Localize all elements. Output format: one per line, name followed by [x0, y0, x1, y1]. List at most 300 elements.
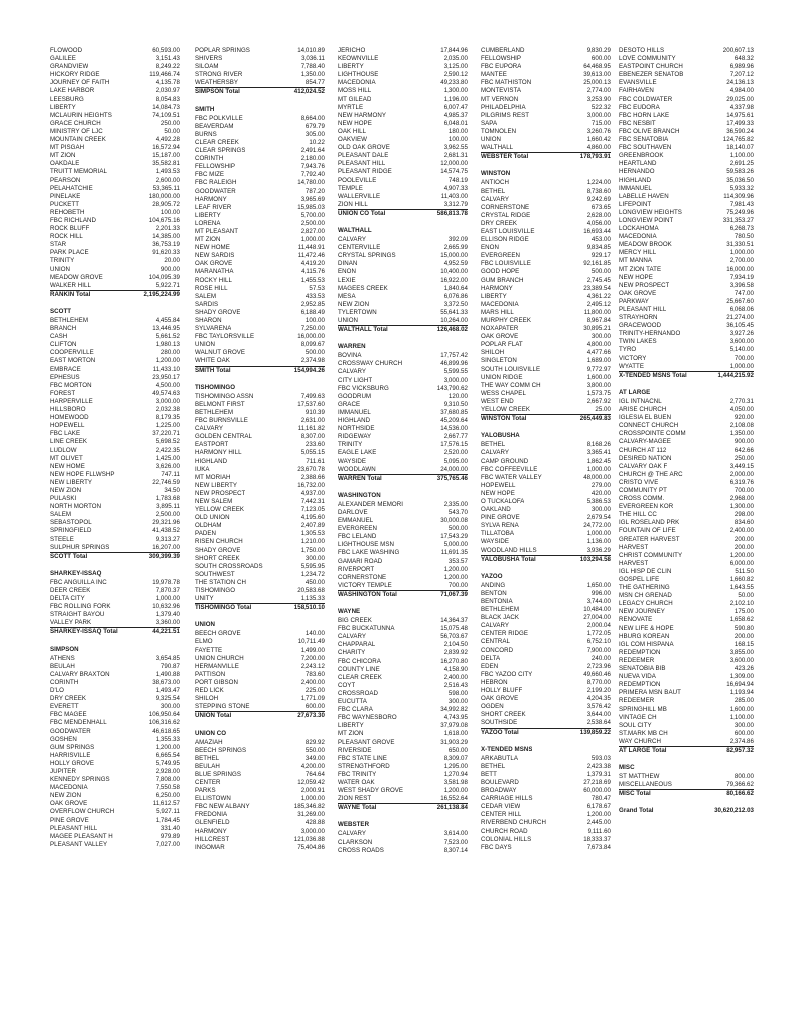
church-name: YELLOW CREEK — [195, 506, 245, 514]
gift-amount: 2,201.33 — [155, 225, 180, 233]
association-total-row — [195, 712, 325, 720]
church-name: PILGRIMS REST — [481, 111, 530, 119]
gift-amount: 2,388.66 — [300, 473, 325, 481]
gift-amount: 2,335.00 — [443, 500, 468, 508]
church-row — [195, 409, 325, 417]
gift-amount: 1,493.47 — [155, 687, 180, 695]
gift-amount: 1,650.00 — [586, 581, 611, 589]
church-name: EMBRACE — [50, 365, 81, 373]
gift-amount: 679.79 — [305, 122, 325, 130]
church-name: THE HILL CC — [619, 511, 657, 519]
church-row — [338, 633, 468, 641]
gift-amount: 23,670.78 — [297, 465, 325, 473]
gift-amount: 143,790.62 — [436, 384, 468, 392]
church-row — [481, 317, 611, 325]
church-row — [50, 341, 180, 349]
church-name: BIG CREEK — [338, 617, 372, 625]
gift-amount: 790.87 — [160, 662, 180, 670]
gift-amount: 300.00 — [734, 721, 754, 729]
spacer — [481, 161, 611, 169]
church-row — [481, 779, 611, 787]
gift-amount: 2,667.92 — [586, 397, 611, 405]
church-name: COUNTY LINE — [338, 665, 380, 673]
church-name: RIVERPORT — [338, 565, 375, 573]
church-name: MOSS HILL — [338, 87, 372, 95]
church-row — [50, 595, 180, 603]
church-row — [338, 525, 468, 533]
church-name: FBC LAKE WASHING — [338, 549, 400, 557]
gift-amount: 5,661.52 — [155, 333, 180, 341]
church-row — [195, 123, 325, 131]
church-row — [338, 368, 468, 376]
church-name: ELLISTOWN — [195, 795, 231, 803]
total-amount: 1,444,215.92 — [717, 371, 754, 379]
church-name: MINISTRY OF LJC — [50, 127, 103, 135]
church-name: NEW SALEM — [195, 497, 233, 505]
church-name: VICTORY TEMPLE — [338, 581, 392, 589]
church-name: RENOVATE — [619, 616, 653, 624]
church-row — [481, 120, 611, 128]
church-row — [619, 722, 754, 730]
church-row — [481, 341, 611, 349]
church-row — [50, 112, 180, 120]
gift-amount: 14,364.37 — [440, 617, 468, 625]
church-name: CHURCH AT 112 — [619, 446, 667, 454]
gift-amount: 2,665.99 — [443, 244, 468, 252]
spacer — [195, 375, 325, 383]
gift-amount: 4,492.28 — [155, 136, 180, 144]
church-row — [338, 268, 468, 276]
church-row — [50, 168, 180, 176]
spacer — [619, 798, 754, 806]
church-name: FBC BUCKATUNNA — [338, 625, 395, 633]
church-row — [481, 466, 611, 474]
total-amount: 82,957.32 — [726, 746, 754, 754]
church-row — [50, 47, 180, 55]
church-name: FBC HORN LAKE — [619, 111, 670, 119]
report-column-5 — [619, 47, 754, 815]
church-row — [195, 417, 325, 425]
gift-amount: 30,895.21 — [583, 325, 611, 333]
church-row — [50, 760, 180, 768]
church-row — [50, 390, 180, 398]
church-name: HARMONY — [481, 284, 513, 292]
gift-amount: 1,490.88 — [155, 670, 180, 678]
church-name: WOODLAWN — [338, 465, 376, 473]
gift-amount: 50.00 — [164, 127, 180, 135]
gift-amount: 8,770.00 — [586, 678, 611, 686]
gift-amount: 6,188.49 — [300, 308, 325, 316]
church-row — [195, 220, 325, 228]
church-row — [481, 96, 611, 104]
church-name: THE STATION CH — [195, 578, 246, 586]
church-row — [195, 779, 325, 787]
gift-amount: 1,210.00 — [300, 538, 325, 546]
church-name: TILLATOBA — [481, 530, 514, 538]
church-name: COYT — [338, 681, 356, 689]
church-name: FBC OLIVE BRANCH — [619, 127, 680, 135]
gift-amount: 4,984.00 — [729, 87, 754, 95]
church-row — [481, 374, 611, 382]
church-name: OAKLAND — [481, 506, 511, 514]
church-row — [481, 212, 611, 220]
gift-amount: 10,264.00 — [440, 317, 468, 324]
church-row — [195, 204, 325, 212]
church-name: CHURCH @ THE ARC — [619, 470, 683, 478]
church-name: CALVARY BRAXTON — [50, 670, 110, 678]
gift-amount: 18,140.07 — [726, 144, 754, 152]
church-row — [338, 168, 468, 176]
church-row — [481, 811, 611, 819]
gift-amount: 14,780.00 — [297, 179, 325, 187]
gift-amount: 300.00 — [160, 703, 180, 711]
gift-amount: 9,834.85 — [586, 244, 611, 252]
gift-amount: 500.00 — [448, 525, 468, 533]
church-name: MACEDONIA — [619, 233, 657, 241]
gift-amount: 298.00 — [734, 511, 754, 519]
gift-amount: 1,200.00 — [443, 573, 468, 581]
gift-amount: 2,180.00 — [300, 155, 325, 163]
church-name: SHORT CREEK — [195, 554, 240, 562]
church-name: OGDEN — [481, 703, 504, 711]
church-name: DRY CREEK — [50, 695, 87, 703]
gift-amount: 4,115.76 — [301, 268, 325, 276]
church-row — [619, 455, 754, 463]
gift-amount: 747.11 — [161, 470, 180, 478]
church-row — [619, 430, 754, 438]
gift-amount: 2,374.86 — [729, 737, 754, 745]
gift-amount: 168.15 — [734, 640, 754, 648]
church-name: UNION — [481, 136, 502, 144]
gift-amount: 12,000.00 — [440, 160, 468, 168]
church-row — [195, 506, 325, 514]
church-name: OAKDALE — [50, 160, 80, 168]
church-row — [338, 144, 468, 152]
gift-amount: 8,054.83 — [155, 95, 180, 103]
gift-amount: 1,196.00 — [443, 95, 468, 103]
gift-amount: 2,839.92 — [443, 649, 468, 657]
church-name: VALLEY PARK — [50, 619, 92, 627]
church-name: PLEASANT HILL — [619, 306, 667, 313]
gift-amount: 23,389.54 — [583, 284, 611, 292]
gift-amount: 1,193.94 — [729, 689, 754, 697]
church-name: ZION REST — [338, 795, 372, 803]
gift-amount: 1,618.00 — [443, 730, 468, 738]
gift-amount: 7,788.40 — [300, 63, 325, 71]
gift-amount: 1,355.33 — [155, 735, 180, 743]
gift-amount: 11,472.46 — [297, 252, 325, 260]
church-name: LONGVIEW HEIGHTS — [619, 208, 682, 216]
church-name: DELTA — [481, 654, 501, 662]
church-name: CROSSROAD — [338, 689, 379, 697]
association-name: WARREN — [338, 343, 366, 351]
church-name: HOMEWOOD — [50, 414, 89, 422]
church-row — [481, 204, 611, 212]
gift-amount: 1,300.00 — [443, 87, 468, 95]
gift-amount: 543.70 — [448, 508, 468, 516]
gift-amount: 16,693.44 — [583, 227, 611, 235]
church-row — [195, 131, 325, 139]
gift-amount: 2,000.04 — [586, 622, 611, 630]
church-row — [195, 679, 325, 687]
gift-amount: 2,628.00 — [586, 211, 611, 219]
church-row — [619, 738, 754, 747]
church-row — [50, 128, 180, 136]
gift-amount: 1,100.00 — [729, 713, 754, 721]
church-name: WHITE OAK — [195, 357, 230, 365]
church-row — [338, 509, 468, 517]
church-name: MEADOW BROOK — [619, 241, 672, 249]
gift-amount: 428.88 — [305, 819, 325, 827]
gift-amount: 59,583.26 — [726, 168, 754, 176]
church-row — [338, 136, 468, 144]
church-name: LIGHTHOUSE MSN — [338, 541, 394, 549]
association-name: MISC — [619, 764, 635, 772]
church-name: FAIRHAVEN — [619, 87, 654, 95]
church-name: LEESBURG — [50, 95, 84, 103]
association-total-row — [195, 88, 325, 96]
church-row — [619, 152, 754, 160]
gift-amount: 2,199.20 — [586, 687, 611, 695]
church-row — [481, 763, 611, 771]
association-header — [195, 105, 325, 115]
gift-amount: 75,249.96 — [726, 208, 754, 216]
gift-amount: 1,200.00 — [155, 743, 180, 751]
gift-amount: 49,233.80 — [440, 79, 468, 87]
church-name: SALEM — [195, 292, 217, 300]
church-row — [50, 695, 180, 703]
gift-amount: 1,783.68 — [155, 495, 180, 503]
church-name: WEST SHADY GROVE — [338, 787, 404, 795]
church-row — [338, 352, 468, 360]
church-row — [195, 771, 325, 779]
church-name: VICTORY — [619, 354, 647, 362]
church-row — [338, 666, 468, 674]
church-row — [195, 474, 325, 482]
church-name: EVERGREEN — [338, 525, 378, 533]
church-row — [50, 768, 180, 776]
church-name: PRIMERA MSN BAUT — [619, 689, 681, 697]
gift-amount: 11,161.82 — [297, 425, 325, 433]
church-name: FBC CLARA — [338, 706, 373, 714]
church-name: THE WAY COMM CH — [481, 381, 541, 389]
gift-amount: 3,125.00 — [443, 63, 468, 71]
church-name: PLEASANT HILL — [338, 160, 386, 168]
church-row — [481, 196, 611, 204]
church-name: MT ZION — [338, 730, 364, 738]
church-row — [619, 536, 754, 544]
church-row — [481, 112, 611, 120]
church-name: LEAF RIVER — [195, 203, 232, 211]
church-row — [195, 47, 325, 55]
gift-amount: 1,455.53 — [300, 276, 325, 284]
gift-amount: 14,975.61 — [726, 111, 754, 119]
gift-amount: 4,195.60 — [300, 514, 325, 522]
church-name: HIGHLAND — [619, 176, 652, 184]
gift-amount: 783.60 — [305, 670, 325, 678]
church-row — [619, 257, 754, 265]
gift-amount: 1,234.72 — [300, 570, 325, 578]
church-row — [50, 479, 180, 487]
church-name: CONCORD — [481, 646, 514, 654]
gift-amount: 25,667.60 — [726, 297, 754, 305]
gift-amount: 31,330.51 — [726, 241, 754, 249]
church-name: PINE GROVE — [50, 816, 89, 824]
church-name: UNION — [195, 341, 216, 349]
church-row — [195, 55, 325, 63]
gift-amount: 7,442.31 — [300, 497, 325, 505]
church-row — [481, 349, 611, 357]
church-name: JUPITER — [50, 767, 76, 775]
association-name: SIMPSON — [50, 645, 79, 653]
total-label: SIMPSON Total — [195, 88, 240, 96]
gift-amount: 1,689.00 — [586, 357, 611, 365]
gift-amount: 2,422.35 — [155, 446, 180, 454]
church-row — [481, 188, 611, 196]
gift-amount: 9,111.60 — [587, 827, 611, 835]
church-name: ENON — [338, 268, 356, 276]
gift-amount: 1,295.00 — [443, 762, 468, 770]
gift-amount: 9,830.29 — [586, 47, 611, 54]
church-name: GALILEE — [50, 55, 76, 63]
gift-amount: 3,000.00 — [300, 827, 325, 835]
church-name: PINE GROVE — [481, 514, 520, 522]
church-row — [619, 217, 754, 225]
association-name: YALOBUSHA — [481, 432, 520, 440]
church-row — [338, 617, 468, 625]
church-name: LIFEPOINT — [619, 200, 652, 208]
gift-amount: 24,000.00 — [440, 465, 468, 473]
church-name: OAK HILL — [338, 127, 367, 135]
church-row — [195, 115, 325, 123]
gift-amount: 35,036.50 — [726, 176, 754, 184]
gift-amount: 1,000.00 — [586, 530, 611, 538]
gift-amount: 2,928.00 — [155, 767, 180, 775]
association-total-row — [619, 372, 754, 380]
gift-amount: 200.00 — [734, 543, 754, 551]
gift-amount: 17,543.29 — [440, 533, 468, 541]
gift-amount: 392.09 — [448, 236, 468, 244]
gift-amount: 53,365.11 — [152, 184, 180, 192]
total-amount: 2,195,224.99 — [143, 290, 180, 298]
association-total-row — [619, 807, 754, 815]
church-name: TYRO — [619, 346, 637, 354]
church-row — [338, 47, 468, 55]
church-row — [50, 495, 180, 503]
church-row — [195, 341, 325, 349]
church-name: CLEAR CREEK — [195, 138, 239, 146]
church-row — [481, 228, 611, 236]
church-row — [619, 128, 754, 136]
church-row — [481, 277, 611, 285]
church-name: TISHOMINGO ASSN — [195, 392, 254, 400]
church-name: EMMANUEL — [338, 517, 374, 525]
church-name: FBC WAYNESBORO — [338, 714, 397, 722]
church-name: TISHOMINGO — [195, 587, 236, 594]
association-total-row — [195, 367, 325, 375]
gift-amount: 4,985.37 — [443, 111, 468, 119]
church-name: CENTRAL — [481, 638, 511, 646]
church-name: CHRIST COMMUNITY — [619, 551, 683, 559]
church-name: OLDHAM — [195, 522, 222, 530]
gift-amount: 3,000.00 — [443, 376, 468, 384]
total-amount: 154,994.26 — [293, 366, 325, 374]
church-name: ROCK BLUFF — [50, 225, 90, 233]
gift-amount: 700.00 — [734, 486, 754, 494]
church-row — [338, 582, 468, 591]
church-name: HARMONY — [195, 195, 227, 203]
gift-amount: 3,396.58 — [729, 281, 754, 289]
church-name: PORT GIBSON — [195, 678, 238, 686]
church-name: MARS HILL — [481, 308, 514, 316]
church-name: ST.MARK MB CH — [619, 729, 668, 737]
church-name: NEW HOPE — [619, 273, 653, 281]
total-amount: 30,620,212.03 — [714, 806, 754, 814]
gift-amount: 1,000.00 — [729, 249, 754, 257]
church-name: FBC COLDWATER — [619, 95, 673, 103]
gift-amount: 15,985.03 — [297, 203, 325, 211]
church-row — [481, 655, 611, 663]
church-name: UNION — [50, 265, 71, 273]
church-name: BETT — [481, 770, 497, 778]
church-row — [195, 687, 325, 695]
gift-amount: 9,772.97 — [586, 365, 611, 373]
church-name: FBC POLKVILLE — [195, 114, 243, 122]
gift-amount: 2,491.64 — [300, 147, 325, 155]
gift-amount: 1,379.31 — [586, 770, 611, 778]
church-name: STRONG RIVER — [195, 71, 243, 79]
church-row — [481, 382, 611, 390]
gift-amount: 16,270.80 — [440, 657, 468, 665]
church-row — [619, 600, 754, 608]
church-name: SAPA — [481, 119, 498, 127]
church-name: SPRINGHILL MB — [619, 705, 667, 713]
church-row — [50, 217, 180, 225]
gift-amount: 8,307.00 — [300, 433, 325, 441]
gift-amount: 11,800.00 — [583, 308, 611, 316]
gift-amount: 10,400.00 — [440, 268, 468, 276]
church-row — [50, 655, 180, 663]
gift-amount: 829.92 — [305, 738, 325, 746]
church-row — [481, 828, 611, 836]
gift-amount: 450.00 — [305, 578, 325, 586]
church-name: CUMBERLAND — [481, 47, 525, 54]
gift-amount: 233.60 — [305, 441, 325, 449]
gift-amount: 106,316.62 — [148, 719, 180, 727]
church-name: MACEDONIA — [338, 79, 376, 87]
church-name: TRUITT MEMORIAL — [50, 168, 107, 176]
total-label: AT LARGE Total — [619, 746, 667, 754]
church-name: EVERGREEN KOR — [619, 503, 674, 511]
gift-amount: 27,004.00 — [583, 614, 611, 622]
association-total-row — [481, 556, 611, 564]
church-name: HERNANDO — [619, 168, 655, 176]
church-row — [338, 112, 468, 120]
church-name: CALVARY-MAGEE — [619, 438, 671, 446]
total-label: MISC Total — [619, 790, 651, 798]
church-name: WATER OAK — [338, 778, 375, 786]
church-name: CAMP GROUND — [481, 457, 529, 465]
church-name: HARVEST — [619, 559, 649, 567]
church-name: SARDIS — [195, 300, 219, 308]
church-name: EPHESUS — [50, 373, 80, 381]
gift-amount: 7,250.00 — [300, 325, 325, 333]
gift-amount: 305.00 — [305, 130, 325, 138]
church-row — [338, 839, 468, 847]
church-name: MAGEE PLEASANT H — [50, 832, 113, 840]
church-name: EVERETT — [50, 703, 79, 711]
gift-amount: 6,268.73 — [729, 225, 754, 233]
